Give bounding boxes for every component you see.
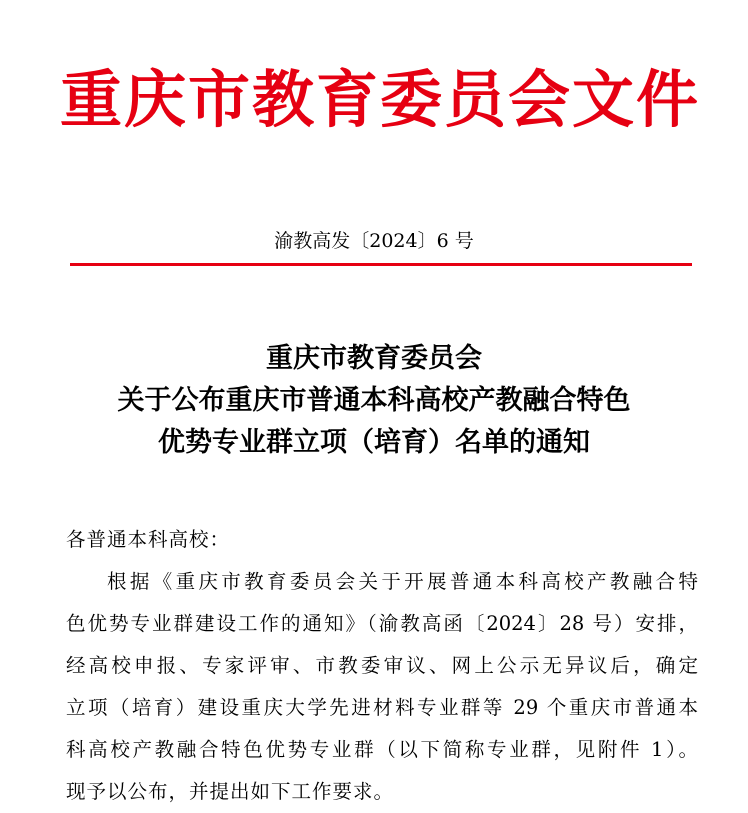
document-masthead: 重庆市教育委员会文件 bbox=[60, 63, 701, 136]
paragraph-line: 立项（培育）建设重庆大学先进材料专业群等 29 个重庆市普通本 bbox=[66, 696, 698, 719]
paragraph-line: 色优势专业群建设工作的通知》（渝教高函〔2024〕28 号）安排， bbox=[66, 612, 698, 635]
paragraph-line: 科高校产教融合特色优势专业群（以下简称专业群，见附件 1）。 bbox=[66, 738, 698, 761]
notice-title bbox=[40, 338, 708, 464]
title-line-1: 重庆市教育委员会 bbox=[266, 343, 482, 374]
notice-body bbox=[66, 519, 698, 813]
title-line-2: 关于公布重庆市普通本科高校产教融合特色 bbox=[117, 385, 631, 416]
salutation: 各普通本科高校： bbox=[66, 528, 231, 551]
red-divider-line bbox=[70, 263, 692, 266]
title-line-3: 优势专业群立项（培育）名单的通知 bbox=[158, 427, 590, 458]
paragraph-line: 根据《重庆市教育委员会关于开展普通本科高校产教融合特 bbox=[107, 570, 698, 593]
paragraph-line: 现予以公布，并提出如下工作要求。 bbox=[66, 780, 395, 803]
paragraph-line: 经高校申报、专家评审、市教委审议、网上公示无异议后，确定 bbox=[66, 654, 698, 677]
document-number: 渝教高发〔2024〕6 号 bbox=[274, 230, 474, 252]
